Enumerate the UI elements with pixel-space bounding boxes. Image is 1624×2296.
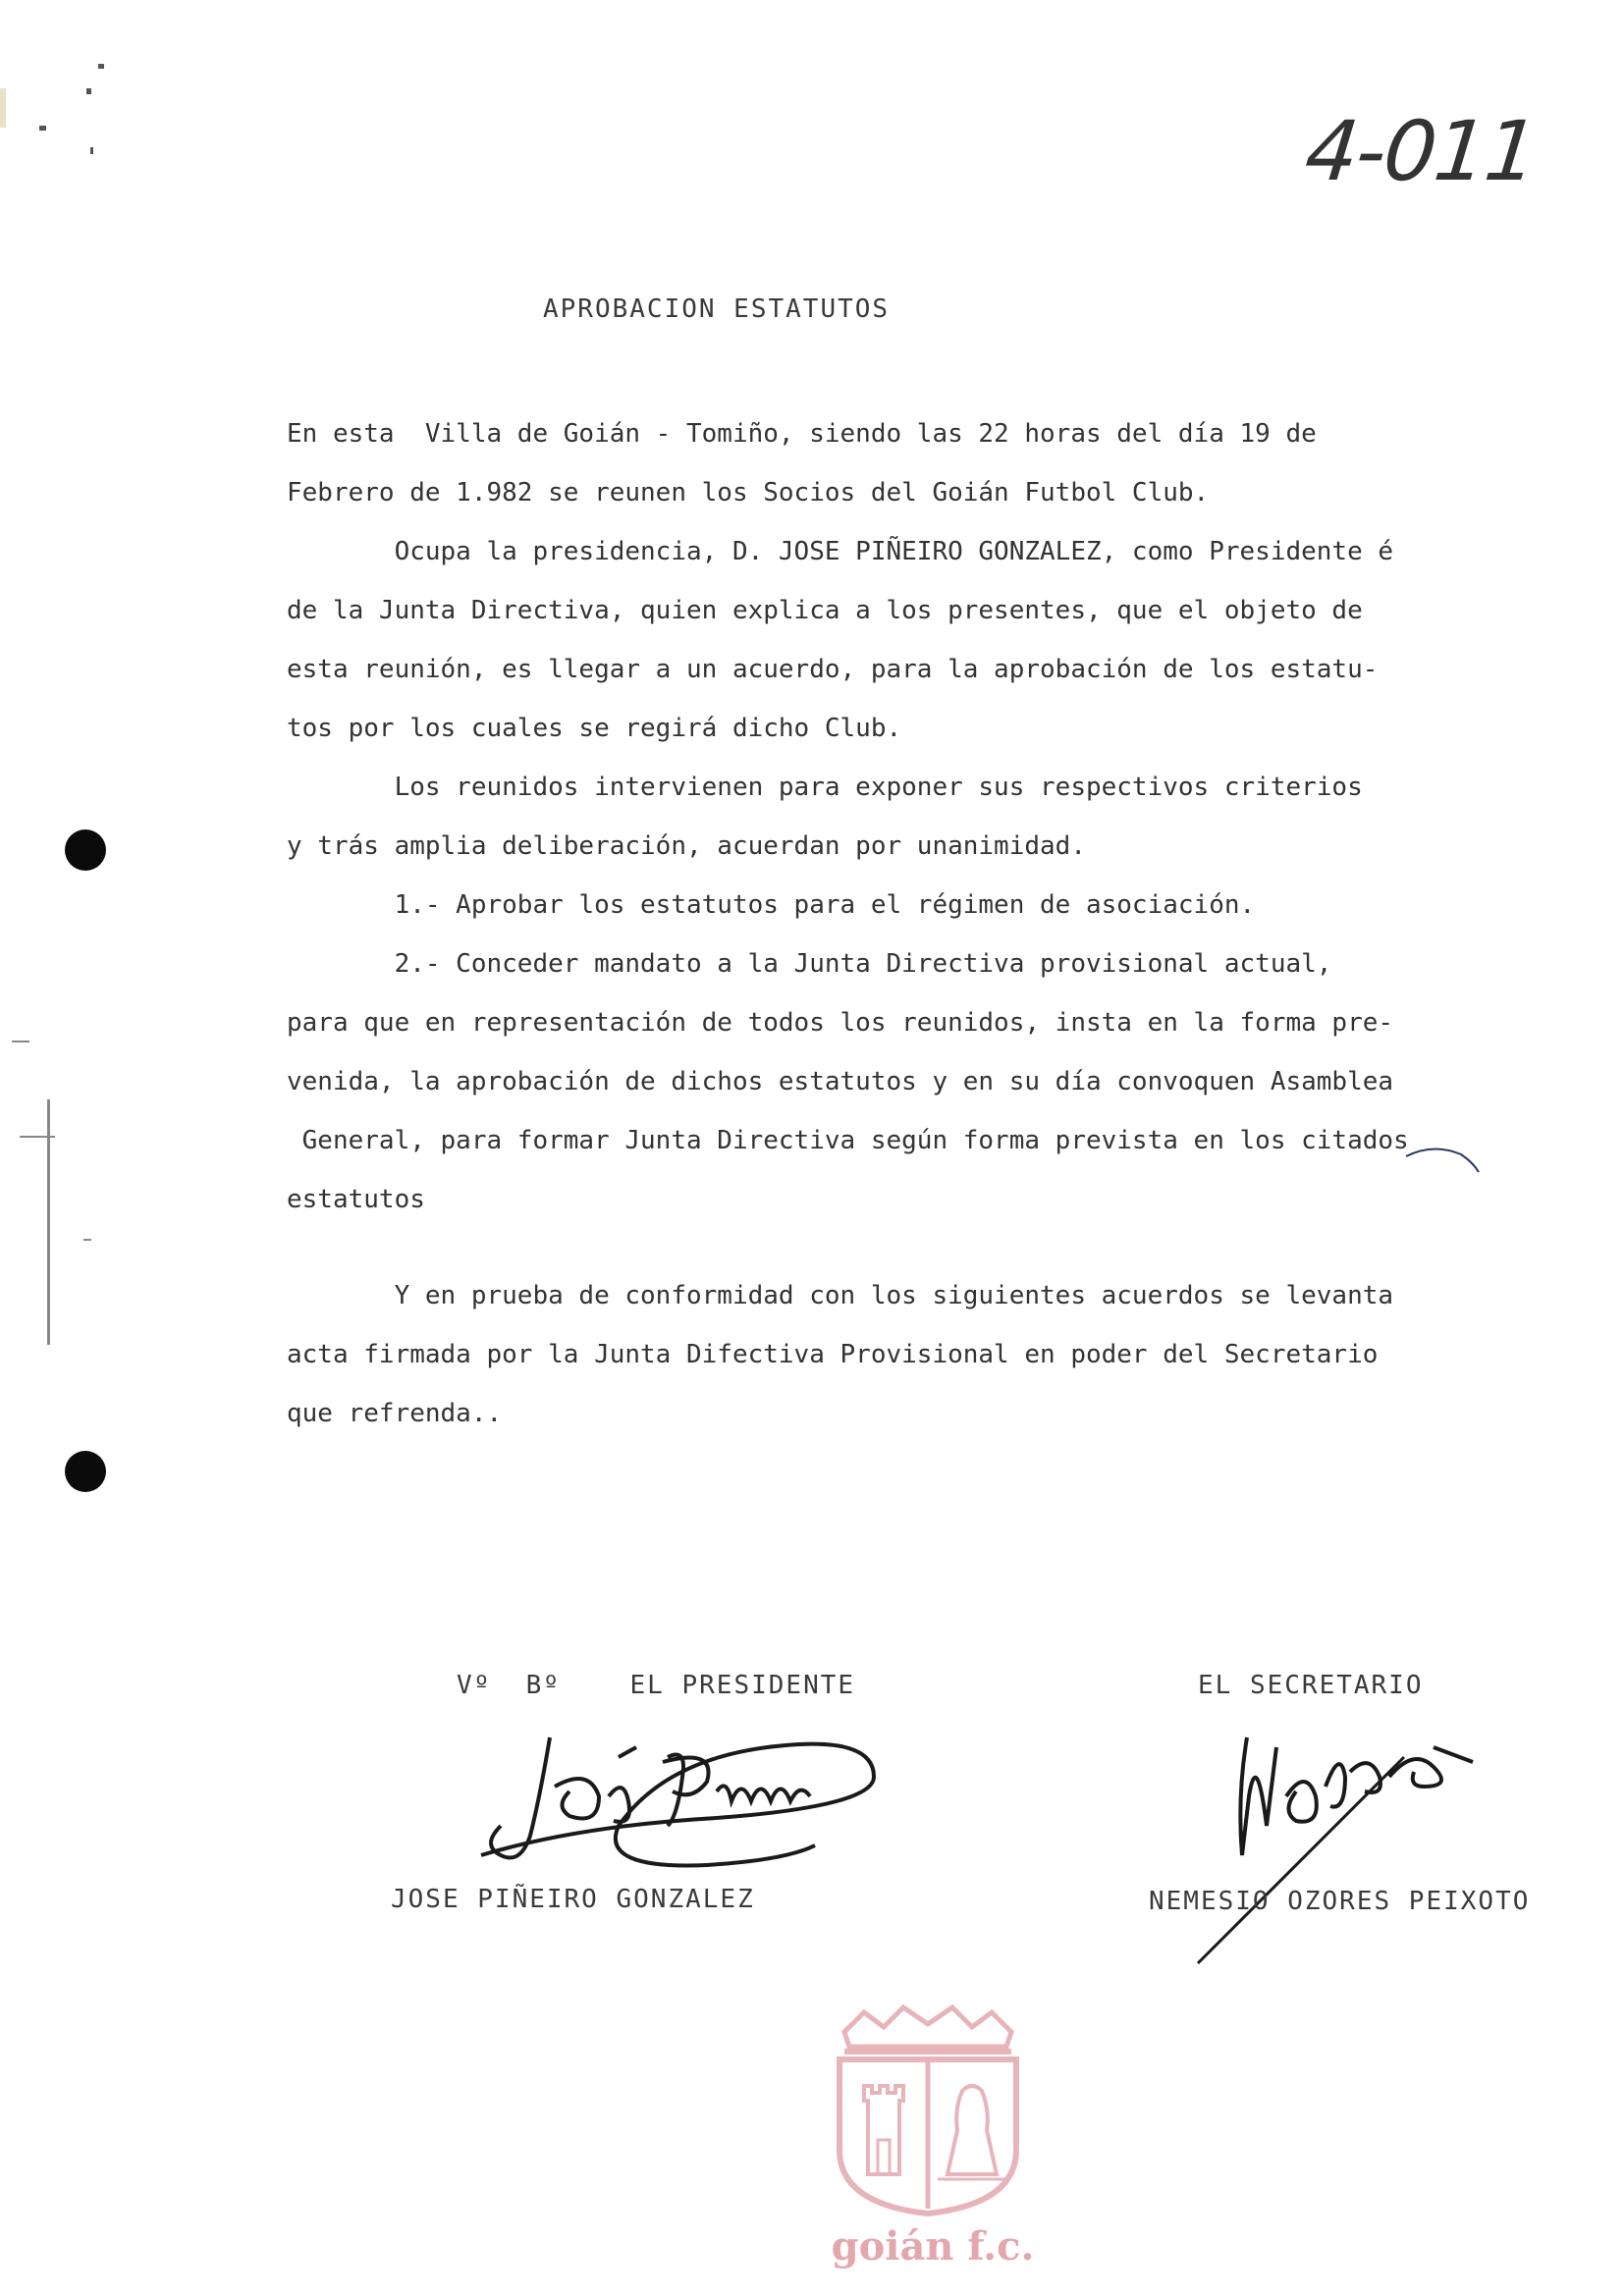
margin-mark xyxy=(83,1239,91,1241)
body-line: estatutos xyxy=(287,1185,425,1214)
closing-line: que refrenda.. xyxy=(287,1399,503,1428)
president-signature xyxy=(461,1708,893,1885)
scan-speck xyxy=(39,126,46,131)
president-header: Vº Bº EL PRESIDENTE xyxy=(457,1671,856,1700)
closing-line: Y en prueba de conformidad con los siguientes acuerdos se levanta xyxy=(287,1281,1394,1310)
scan-speck xyxy=(90,147,93,154)
secretary-name: NEMESIO OZORES PEIXOTO xyxy=(1149,1887,1531,1916)
club-stamp-text: goián f.c. xyxy=(831,2223,1035,2269)
scan-speck xyxy=(98,64,104,69)
body-line: venida, la aprobación de dichos estatutos y en su día convoquen Asamblea xyxy=(287,1067,1394,1096)
body-line: Los reunidos intervienen para exponer sus respectivos criterios xyxy=(287,773,1363,802)
secretary-header: EL SECRETARIO xyxy=(1198,1671,1424,1700)
body-line: 2.- Conceder mandato a la Junta Directiva provisional actual, xyxy=(287,949,1332,979)
body-line: General, para formar Junta Directiva según forma prevista en los citados xyxy=(287,1126,1409,1155)
club-stamp xyxy=(825,2002,1031,2218)
document-number: 4-011 xyxy=(1300,103,1542,199)
paragraph-gap xyxy=(287,1229,1563,1266)
pen-stroke xyxy=(1404,1139,1483,1178)
margin-mark xyxy=(20,1136,55,1138)
body-line: Febrero de 1.982 se reunen los Socios del Goián Futbol Club. xyxy=(287,478,1210,507)
margin-mark xyxy=(12,1041,29,1042)
president-name: JOSE PIÑEIRO GONZALEZ xyxy=(391,1885,755,1914)
punch-hole xyxy=(65,829,106,871)
document-title: APROBACION ESTATUTOS xyxy=(543,294,891,324)
scan-speck xyxy=(86,88,91,94)
document-body xyxy=(287,404,1563,1443)
body-line: esta reunión, es llegar a un acuerdo, para la aprobación de los estatu- xyxy=(287,655,1379,684)
body-line: Ocupa la presidencia, D. JOSE PIÑEIRO GONZALEZ, como Presidente é xyxy=(287,537,1394,566)
scan-edge-shadow xyxy=(0,88,6,128)
body-line: 1.- Aprobar los estatutos para el régimen de asociación. xyxy=(287,890,1256,920)
body-line: En esta Villa de Goián - Tomiño, siendo las 22 horas del día 19 de xyxy=(287,419,1317,449)
body-line: y trás amplia deliberación, acuerdan por unanimidad. xyxy=(287,831,1086,861)
secretary-signature xyxy=(1178,1718,1492,1973)
punch-hole xyxy=(65,1451,106,1492)
closing-line: acta firmada por la Junta Difectiva Provisional en poder del Secretario xyxy=(287,1340,1379,1369)
body-line: para que en representación de todos los reunidos, insta en la forma pre- xyxy=(287,1008,1394,1038)
body-line: de la Junta Directiva, quien explica a los presentes, que el objeto de xyxy=(287,596,1363,625)
body-line: tos por los cuales se regirá dicho Club. xyxy=(287,714,902,743)
